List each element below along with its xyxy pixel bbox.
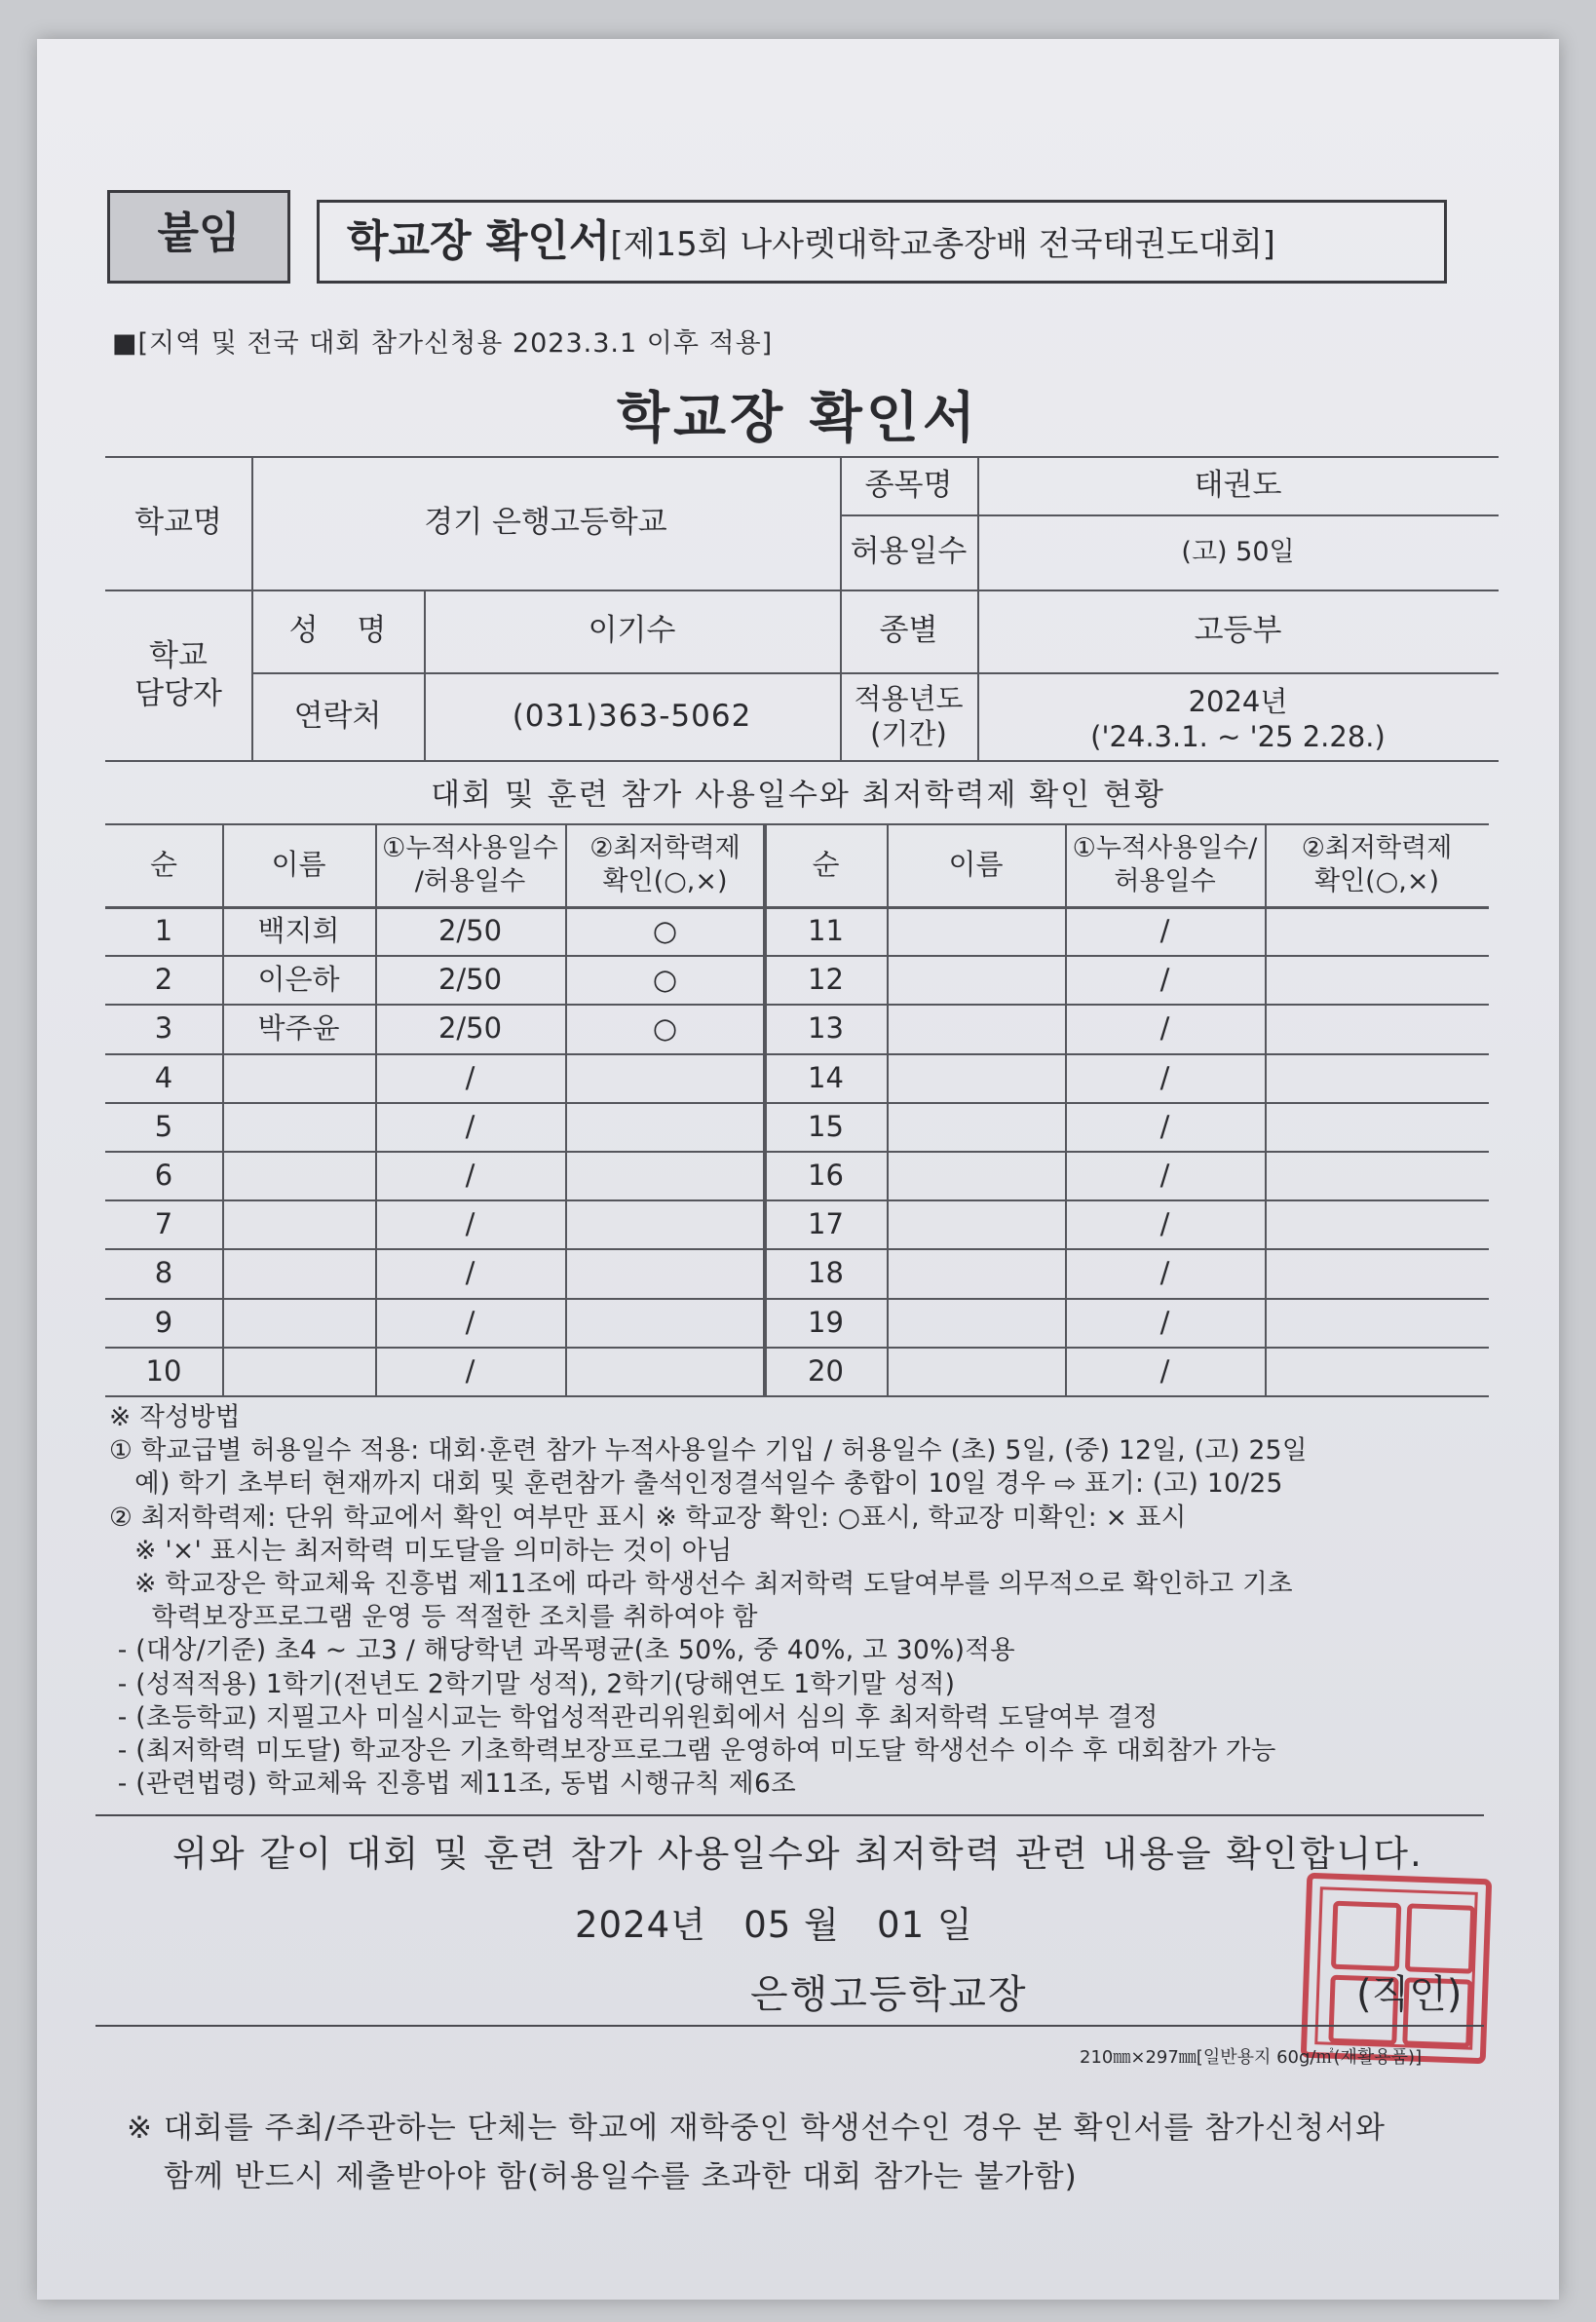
division-label: 종별 [879,613,938,649]
row-name-left: 박주윤 [257,1011,340,1046]
header-name-left: 이름 [271,848,326,882]
row-days-left: / [465,1353,475,1388]
row-name-right [887,1248,1065,1297]
row-days-left: / [465,1207,475,1241]
row-name-right [887,1151,1065,1199]
school-name: 경기 은행고등학교 [424,505,667,541]
table-row-line [105,1395,1489,1397]
row-days-right: / [1159,1305,1170,1339]
row-check-right [1265,1199,1489,1248]
row-check-right [1265,1347,1489,1395]
instruction-line: - (성적적용) 1학기(전년도 2학기말 성적), 2학기(당해연도 1학기말 성적) [109,1668,956,1699]
row-name-left [222,1102,375,1151]
header-name-right: 이름 [948,848,1004,882]
instruction-line: ※ '×' 표시는 최저학력 미도달을 의미하는 것이 아님 [109,1535,733,1566]
instruction-line: ① 학교급별 허용일수 적용: 대회·훈련 참가 누적사용일수 기입 / 허용일수 (초) 5일, (중) 12일, (고) 25일 [109,1435,1308,1466]
row-seq-left: 5 [154,1109,173,1143]
row-seq-right: 17 [808,1207,844,1241]
info-bottom-line [105,760,1499,762]
contact: (031)363-5062 [512,698,752,734]
header-days-left: ①누적사용일수 /허용일수 [382,832,558,896]
row-check-right [1265,1248,1489,1297]
row-check-left [565,1053,765,1102]
row-name-right [887,1298,1065,1347]
row-check-right [1265,1102,1489,1151]
instruction-line: - (관련법령) 학교체육 진흥법 제11조, 동법 시행규칙 제6조 [109,1769,797,1800]
contact-label: 연락처 [293,698,382,734]
seal-glyph-1 [1331,1901,1401,1971]
school-name-label: 학교명 [134,505,222,541]
row-days-right: / [1159,1256,1170,1290]
row-check-left [565,1151,765,1199]
row-days-left: / [465,1109,475,1143]
sport-label: 종목명 [864,467,953,503]
row-seq-right: 18 [808,1256,844,1290]
footer-note-2: 함께 반드시 제출받아야 함(허용일수를 초과한 대회 참가는 불가함) [164,2159,1078,2194]
row-days-right: / [1159,963,1170,997]
name-label: 성 명 [288,613,387,649]
instruction-line: 학력보장프로그램 운영 등 적절한 조치를 취하여야 함 [109,1602,758,1633]
title-sub: [제15회 나사렛대학교총장배 전국태권도대회] [610,225,1275,264]
allowed-days: (고) 50일 [1181,536,1295,567]
confirmation-text: 위와 같이 대회 및 훈련 참가 사용일수와 최저학력 관련 내용을 확인합니다. [172,1833,1424,1875]
paper-spec: 210㎜×297㎜[일반용지 60g/㎡(재활용품)] [1080,2047,1423,2068]
row-days-right: / [1159,1011,1170,1046]
row-check-left [565,1248,765,1297]
row-name-left [222,1298,375,1347]
row-seq-left: 3 [154,1011,173,1046]
row-days-left: / [465,1256,475,1290]
confirm-date: 2024년 05 월 01 일 [575,1904,973,1946]
header-days-right: ①누적사용일수/ 허용일수 [1072,832,1258,896]
row-name-right [887,1347,1065,1395]
row-days-right: / [1159,1060,1170,1094]
period: ('24.3.1. ~ '25 2.28.) [1090,719,1386,753]
row-check-right [1265,1004,1489,1052]
row-days-left: 2/50 [437,963,503,997]
row-name-right [887,1053,1065,1102]
title-main: 학교장 확인서 [347,216,611,266]
row-seq-left: 8 [154,1256,173,1290]
row-check-left [565,1298,765,1347]
instruction-line: - (대상/기준) 초4 ~ 고3 / 해당학년 과목평균(초 50%, 중 40%, 고 30%)적용 [109,1635,1016,1666]
top-note: ■[지역 및 전국 대회 참가신청용 2023.3.1 이후 적용] [112,328,774,359]
row-seq-left: 1 [154,913,173,947]
row-seq-right: 11 [808,913,844,947]
row-seq-right: 15 [808,1109,844,1143]
year: 2024년 [1188,684,1288,718]
row-seq-left: 9 [154,1305,173,1339]
row-name-left [222,1151,375,1199]
footer-note-1: ※ 대회를 주최/주관하는 단체는 학교에 재학중인 학생선수인 경우 본 확인서를 참가신청서와 [127,2111,1386,2146]
row-seq-left: 7 [154,1207,173,1241]
instruction-line: - (최저학력 미도달) 학교장은 기초학력보장프로그램 운영하여 미도달 학생선수 이수 후 대회참가 가능 [109,1735,1276,1766]
divider-confirm [95,1814,1484,1816]
row-days-left: / [465,1060,475,1094]
row-name-right [887,906,1065,955]
row-seq-right: 12 [808,963,844,997]
row-days-right: / [1159,1109,1170,1143]
row-name-left [222,1347,375,1395]
row-days-right: / [1159,1158,1170,1192]
allowed-days-label: 허용일수 [850,534,968,570]
title-box [317,200,1447,284]
row-seq-right: 14 [808,1060,844,1094]
row-check-left [565,1102,765,1151]
row-name-left: 백지희 [257,913,340,947]
divider-bottom [95,2025,1484,2027]
row-check-right [1265,955,1489,1004]
row-name-left [222,1248,375,1297]
instruction-line: ② 최저학력제: 단위 학교에서 확인 여부만 표시 ※ 학교장 확인: ○표시, 학교장 미확인: × 표시 [109,1502,1187,1533]
manager-name: 이기수 [588,613,676,649]
row-name-right [887,1102,1065,1151]
row-name-right [887,1004,1065,1052]
row-check-right [1265,906,1489,955]
seal-mark: (직인) [1356,1972,1463,2017]
row-name-right [887,1199,1065,1248]
manager-label: 학교 담당자 [134,637,222,711]
row-days-right: / [1159,1353,1170,1388]
instruction-line: - (초등학교) 지필고사 미실시교는 학업성적관리위원회에서 심의 후 최저학력 도달여부 결정 [109,1701,1159,1732]
sport: 태권도 [1194,467,1282,503]
row-seq-right: 13 [808,1011,844,1046]
row-check-left: ○ [652,1011,678,1046]
year-label: 적용년도 (기간) [854,681,964,750]
section-title: 대회 및 훈련 참가 사용일수와 최저학력제 확인 현황 [431,778,1165,813]
header-seq-right: 순 [812,848,840,882]
row-name-left [222,1199,375,1248]
row-check-right [1265,1298,1489,1347]
row-seq-left: 2 [154,963,173,997]
division: 고등부 [1194,613,1282,649]
row-check-right [1265,1151,1489,1199]
row-days-right: / [1159,913,1170,947]
row-check-right [1265,1053,1489,1102]
row-days-left: / [465,1158,475,1192]
instruction-line: ※ 학교장은 학교체육 진흥법 제11조에 따라 학생선수 최저학력 도달여부를 의무적으로 확인하고 기초 [109,1569,1293,1599]
row-days-left: 2/50 [437,1011,503,1046]
row-seq-left: 6 [154,1158,173,1192]
row-days-left: / [465,1305,475,1339]
attachment-label: 붙임 [107,190,290,284]
signer: 은행고등학교장 [750,1972,1028,2017]
row-days-right: / [1159,1207,1170,1241]
header-check-left: ②최저학력제 확인(○,×) [589,832,741,896]
row-check-left [565,1347,765,1395]
row-check-left: ○ [652,963,678,997]
row-name-right [887,955,1065,1004]
instruction-line: 예) 학기 초부터 현재까지 대회 및 훈련참가 출석인정결석일수 총합이 10일 경우 ⇨ 표기: (고) 10/25 [109,1468,1283,1500]
row-name-left: 이은하 [257,963,340,997]
row-check-left: ○ [652,913,678,947]
instruction-line: ※ 작성방법 [109,1402,241,1432]
row-seq-left: 4 [154,1060,173,1094]
doc-title: 학교장 확인서 [616,387,980,450]
row-check-left [565,1199,765,1248]
row-days-left: 2/50 [437,913,503,947]
row-seq-right: 19 [808,1305,844,1339]
header-check-right: ②최저학력제 확인(○,×) [1301,832,1453,896]
row-seq-left: 10 [145,1353,182,1388]
header-seq-left: 순 [149,848,177,882]
row-seq-right: 16 [808,1158,844,1192]
row-seq-right: 20 [808,1353,844,1388]
row-name-left [222,1053,375,1102]
year-cell [977,672,1499,760]
